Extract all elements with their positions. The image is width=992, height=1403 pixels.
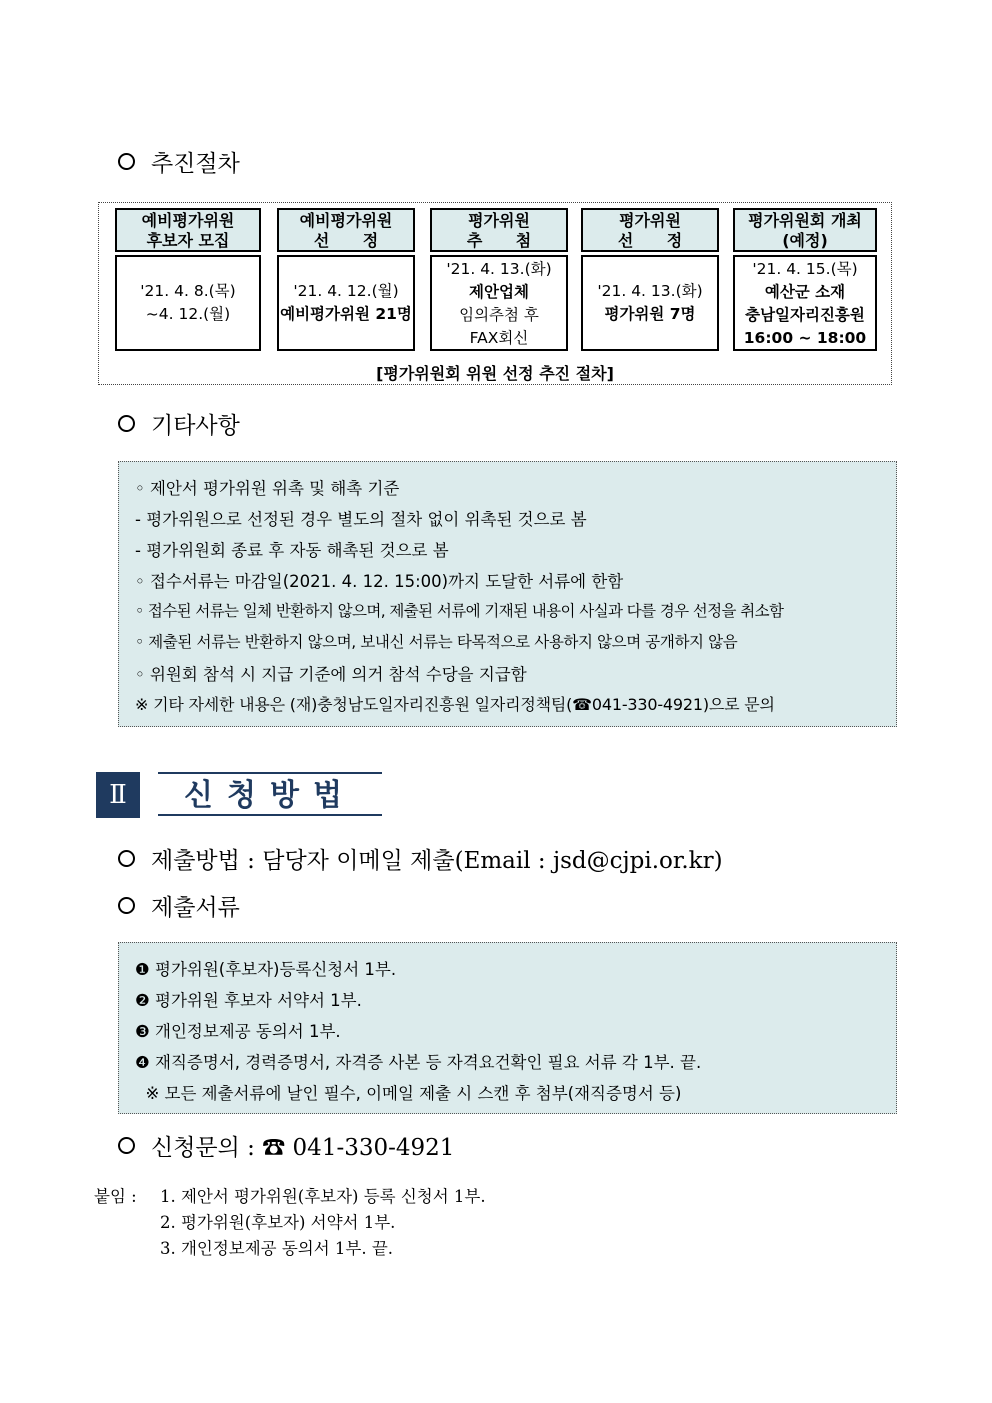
step-header [430, 208, 568, 252]
docs-box [118, 942, 897, 1114]
procedure-step [733, 208, 877, 351]
step-line: 충남일자리진흥원 [745, 306, 865, 324]
step-line: '21. 4. 13.(화) [597, 282, 703, 300]
note-line: ◦ 위원회 참석 시 지급 기준에 의거 참석 수당을 지급함 [135, 665, 527, 684]
circle-bullet-icon [118, 850, 135, 867]
attachments-label: 붙임 : [94, 1187, 137, 1206]
step-title-line2: 선 정 [313, 231, 379, 250]
note-line: ◦ 제안서 평가위원 위촉 및 해촉 기준 [135, 479, 400, 498]
circle-bullet-icon [118, 153, 135, 170]
step-line: 예비평가위원 21명 [280, 305, 412, 323]
step-line: 임의추첨 후 [459, 306, 539, 324]
step-title-line2: 후보자 모집 [146, 231, 230, 250]
step-line: '21. 4. 8.(목) [140, 282, 236, 300]
step-line: '21. 4. 15.(목) [752, 260, 858, 278]
procedure-step [277, 208, 415, 351]
doc-line: ❷ 평가위원 후보자 서약서 1부. [135, 991, 362, 1010]
misc-notes-box [118, 461, 897, 727]
note-line: ◦ 제출된 서류는 반환하지 않으며, 보내신 서류는 타목적으로 사용하지 않으며 공개하지 않음 [135, 633, 738, 651]
step-body [115, 255, 261, 351]
step-line: '21. 4. 12.(월) [293, 282, 399, 300]
step-title-line1: 예비평가위원 [299, 211, 393, 230]
attachment-item: 3. 개인정보제공 동의서 1부. 끝. [160, 1239, 394, 1258]
step-title-line1: 평가위원 [619, 211, 681, 230]
step-line: 예산군 소재 [764, 283, 846, 301]
step-line: ~4. 12.(월) [145, 305, 231, 323]
procedure-flow [98, 202, 892, 385]
step-line: 16:00 ~ 18:00 [743, 329, 867, 347]
note-line: - 평가위원회 종료 후 자동 해촉된 것으로 봄 [135, 541, 449, 560]
step-header [115, 208, 261, 252]
misc-heading: 기타사항 [118, 411, 240, 441]
procedure-step [581, 208, 719, 351]
note-line: ◦ 접수서류는 마감일(2021. 4. 12. 15:00)까지 도달한 서류에 한함 [135, 572, 624, 591]
step-title-line1: 예비평가위원 [141, 211, 235, 230]
circle-bullet-icon [118, 897, 135, 914]
step-header [277, 208, 415, 252]
step-line: FAX회신 [469, 329, 529, 347]
note-line: ◦ 접수된 서류는 일체 반환하지 않으며, 제출된 서류에 기재된 내용이 사실과 다를 경우 선정을 취소함 [135, 602, 784, 620]
doc-line: ❶ 평가위원(후보자)등록신청서 1부. [135, 960, 397, 979]
step-line: 제안업체 [469, 283, 529, 301]
note-line: - 평가위원으로 선정된 경우 별도의 절차 없이 위촉된 것으로 봄 [135, 510, 587, 529]
doc-line: ❸ 개인정보제공 동의서 1부. [135, 1022, 341, 1041]
inquiry: 신청문의 : ☎ 041-330-4921 [118, 1133, 454, 1163]
step-title-line2: 추 첨 [466, 231, 532, 250]
step-body [430, 255, 568, 351]
note-line: ※ 기타 자세한 내용은 (재)충청남도일자리진흥원 일자리정책팀(☎041-330-4921)으로 문의 [135, 695, 775, 714]
step-line: 평가위원 7명 [604, 305, 696, 323]
docs-heading: 제출서류 [118, 893, 240, 923]
doc-line: ※ 모든 제출서류에 날인 필수, 이메일 제출 시 스캔 후 첨부(재직증명서 등) [135, 1084, 682, 1103]
step-body [277, 255, 415, 351]
step-body [581, 255, 719, 351]
doc-line: ❹ 재직증명서, 경력증명서, 자격증 사본 등 자격요건확인 필요 서류 각 1부. 끝. [135, 1053, 702, 1072]
procedure-caption: [평가위원회 위원 선정 추진 절차] [376, 364, 614, 383]
step-title-line2: (예정) [782, 231, 828, 250]
section-title: 신청방법 [158, 772, 382, 816]
circle-bullet-icon [118, 415, 135, 432]
section-number: Ⅱ [96, 772, 140, 818]
step-title-line1: 평가위원 [468, 211, 530, 230]
procedure-step [430, 208, 568, 351]
step-body [733, 255, 877, 351]
step-line: '21. 4. 13.(화) [446, 260, 552, 278]
circle-bullet-icon [118, 1137, 135, 1154]
step-title-line2: 선 정 [617, 231, 683, 250]
attachment-item: 1. 제안서 평가위원(후보자) 등록 신청서 1부. [160, 1187, 486, 1206]
step-header [733, 208, 877, 252]
procedure-heading: 추진절차 [118, 149, 240, 179]
attachment-item: 2. 평가위원(후보자) 서약서 1부. [160, 1213, 396, 1232]
step-title-line1: 평가위원회 개최 [748, 211, 862, 230]
step-header [581, 208, 719, 252]
submit-method: 제출방법 : 담당자 이메일 제출(Email : jsd@cjpi.or.kr) [118, 846, 723, 876]
procedure-step [115, 208, 261, 351]
